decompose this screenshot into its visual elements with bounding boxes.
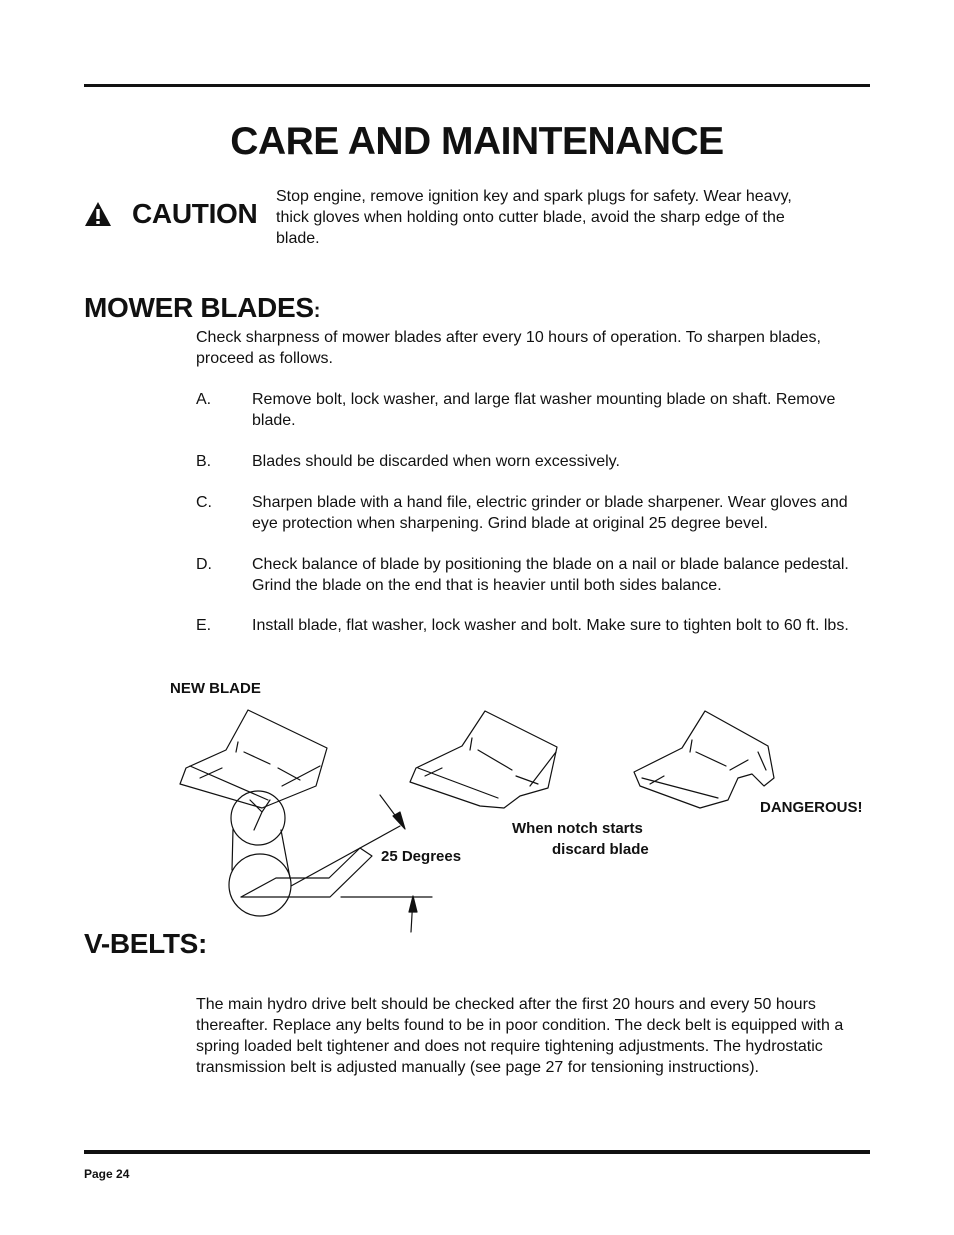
- caution-text: Stop engine, remove ignition key and spark plugs for safety. Wear heavy, thick gloves when holding onto cutter blade, avoid the sharp edge of the blade.: [276, 188, 792, 247]
- v-belts-heading: V-BELTS:: [84, 928, 208, 959]
- step-letter: B.: [196, 453, 212, 470]
- step-text: Blades should be discarded when worn excessively.: [252, 453, 620, 470]
- blade-tip-detail: [250, 800, 270, 830]
- v-belts-text: The main hydro drive belt should be checked after the first 20 hours and every 50 hours thereafter. Replace any belts found to be in poor condition. The deck belt is equipped with a spring loaded belt tightener and does not require tightening adjustments. The hydrostatic transmission belt is adjusted manually (see page 27 for tensioning instructions).: [196, 996, 844, 1076]
- mower-blades-heading-text: MOWER BLADES: [84, 292, 314, 323]
- detail-circle-bottom: [229, 854, 291, 916]
- notch-label-line1: When notch starts: [512, 820, 643, 837]
- page-title: CARE AND MAINTENANCE: [230, 120, 724, 163]
- dangerous-label: DANGEROUS!: [760, 799, 863, 816]
- lower-arrow-head: [409, 896, 417, 912]
- notch-label-line2: discard blade: [552, 841, 649, 858]
- mower-blades-heading-colon: :: [313, 300, 321, 322]
- connector-line-left: [232, 829, 233, 870]
- step-letter: E.: [196, 617, 212, 634]
- new-blade-drawing: [180, 710, 327, 808]
- mower-blades-intro: Check sharpness of mower blades after every 10 hours of operation. To sharpen blades, proceed as follows.: [196, 329, 821, 367]
- detail-circle-top: [231, 791, 285, 845]
- caution-label: CAUTION: [132, 198, 258, 229]
- bottom-rule: [84, 1150, 870, 1154]
- angle-label: 25 Degrees: [381, 848, 462, 865]
- step-letter: A.: [196, 391, 212, 408]
- step-text: Install blade, flat washer, lock washer and bolt. Make sure to tighten bolt to 60 ft. lbs.: [252, 617, 849, 634]
- step-letter: C.: [196, 494, 212, 511]
- dangerous-blade-drawing: [634, 711, 774, 808]
- connector-line-right: [281, 830, 290, 878]
- page-number: Page 24: [84, 1167, 130, 1181]
- step-text: Remove bolt, lock washer, and large flat washer mounting blade on shaft. Remove blade.: [252, 391, 836, 429]
- bevel-top-edge: [241, 848, 360, 897]
- step-text: Sharpen blade with a hand file, electric grinder or blade sharpener. Wear gloves and eye protection when sharpening. Grind blade at original 25 degree bevel.: [252, 494, 848, 532]
- notched-blade-drawing: [410, 711, 557, 808]
- new-blade-label: NEW BLADE: [170, 680, 261, 697]
- step-letter: D.: [196, 556, 212, 573]
- step-text: Check balance of blade by positioning the blade on a nail or blade balance pedestal. Grind the blade on the end that is heavier until both sides balance.: [252, 556, 849, 594]
